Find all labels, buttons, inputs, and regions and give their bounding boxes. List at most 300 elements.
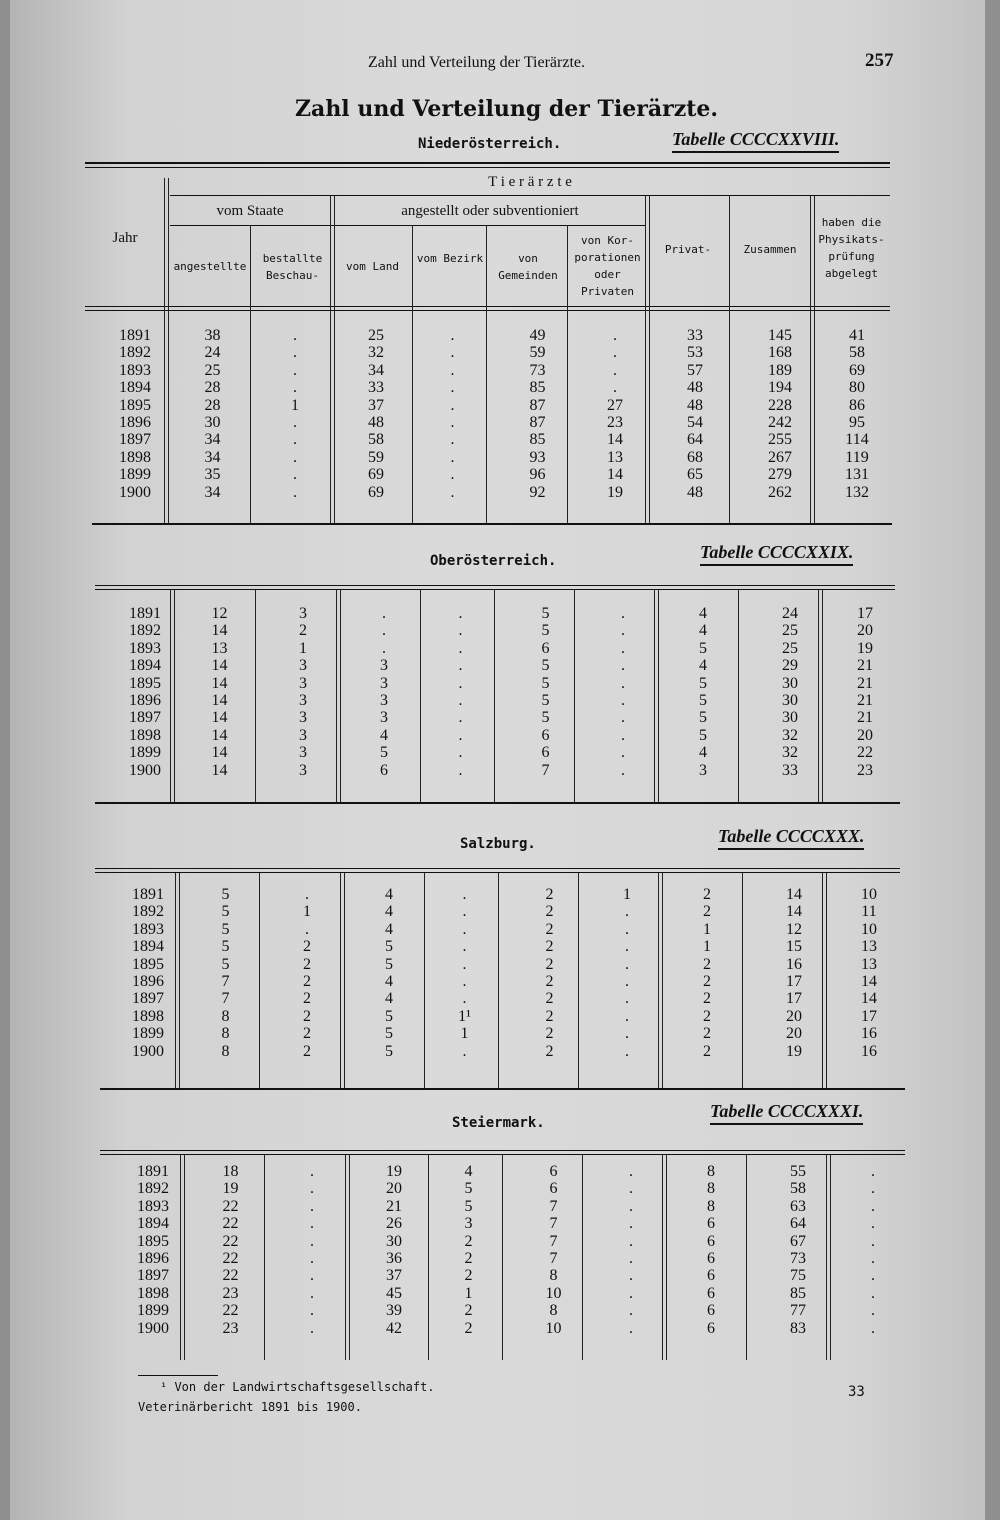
table-cell: . (462, 955, 467, 973)
table-cell: 48 (368, 413, 384, 431)
table-cell: 6 (707, 1319, 715, 1337)
table-cell: 1900 (132, 1042, 164, 1060)
table-cell: . (613, 327, 617, 344)
table-cell: . (293, 466, 297, 484)
column-vom-land (340, 327, 412, 501)
table-cell: 194 (768, 379, 792, 397)
table-cell: 4 (464, 1163, 473, 1180)
table-cell: 49 (529, 327, 546, 344)
table-cell: 3 (380, 674, 388, 692)
table-cell: 2 (545, 990, 554, 1008)
table-cell: . (293, 344, 297, 362)
table-cell: 1893 (137, 1197, 169, 1215)
table-cell: 20 (786, 1025, 802, 1043)
table-cell: 6 (380, 761, 388, 779)
table-cell: 19 (222, 1180, 239, 1198)
table-cell: 5 (541, 657, 550, 675)
col-divider (250, 225, 251, 523)
table-cell: . (625, 1025, 629, 1043)
table-cell: 3 (464, 1215, 473, 1233)
table-cell: 3 (380, 691, 388, 709)
table-cell: 23 (222, 1319, 239, 1337)
table-cell: 1892 (119, 344, 151, 362)
table-cell: 2 (703, 972, 711, 990)
table-cell: . (871, 1302, 875, 1320)
table-cell: 21 (857, 657, 873, 675)
table-cell: 15 (786, 938, 802, 956)
table-cell: 1897 (132, 990, 164, 1008)
table-cell: 19 (857, 639, 873, 657)
table-cell: . (625, 990, 629, 1008)
table-cell: 8 (221, 1042, 230, 1060)
table-cell: . (629, 1319, 633, 1337)
table-cell: 2 (545, 1025, 554, 1043)
table-cell: 255 (768, 431, 792, 449)
table-cell: 2 (703, 886, 711, 903)
table-cell: 39 (386, 1302, 402, 1320)
region-title: Oberösterreich. (430, 553, 557, 569)
table-cell: 6 (549, 1180, 558, 1198)
table-cell: 77 (790, 1302, 806, 1320)
column-vom-bezirk (436, 1163, 501, 1337)
table-cell: 1899 (137, 1302, 169, 1320)
table-cell: 2 (545, 972, 554, 990)
column-zusammen (750, 605, 830, 779)
table-cell: 55 (790, 1163, 806, 1180)
table-cell: . (458, 605, 463, 622)
table-cell: . (629, 1249, 633, 1267)
table-cell: 1 (303, 903, 311, 921)
table-cell: 2 (703, 990, 711, 1008)
table-cell: 7 (221, 990, 230, 1008)
table-cell: 2 (545, 1042, 554, 1060)
table-cell: . (625, 903, 629, 921)
table-cell: 5 (385, 1042, 393, 1060)
table-cell: 1 (703, 938, 711, 956)
table-cell: 5 (464, 1197, 473, 1215)
column-bestallte (268, 605, 338, 779)
table-label: Tabelle CCCCXXVIII. (672, 129, 839, 153)
table-cell: . (625, 972, 629, 990)
table-cell: 6 (707, 1215, 715, 1233)
rule (85, 162, 890, 164)
col-divider (498, 873, 499, 1088)
table-cell: . (625, 1042, 629, 1060)
table-cell: . (462, 1042, 467, 1060)
page-number: 257 (865, 50, 894, 71)
table-cell: . (621, 709, 625, 727)
table-cell: 85 (529, 379, 546, 397)
table-cell: . (871, 1319, 875, 1337)
table-cell: 3 (299, 674, 307, 692)
table-cell: 2 (464, 1232, 473, 1250)
table-cell: . (450, 344, 455, 362)
table-cell: 14 (211, 691, 228, 709)
table-cell: . (293, 413, 297, 431)
table-cell: 1893 (119, 361, 151, 379)
table-cell: 16 (786, 955, 802, 973)
table-cell: 1899 (132, 1025, 164, 1043)
table-cell: 1894 (137, 1215, 169, 1233)
table-cell: 22 (222, 1197, 239, 1215)
table-cell: 19 (386, 1163, 402, 1180)
table-cell: 12 (211, 605, 228, 622)
table-cell: 33 (782, 761, 798, 779)
table-cell: 2 (703, 1007, 711, 1025)
table-cell: 2 (464, 1302, 473, 1320)
table-cell: 1900 (119, 483, 151, 501)
table-cell: 22 (222, 1215, 239, 1233)
table-cell: 22 (857, 744, 873, 762)
year-column (118, 1163, 188, 1337)
table-cell: 17 (861, 1007, 877, 1025)
table-cell: 145 (768, 327, 792, 344)
table-cell: . (621, 605, 625, 622)
table-cell: 23 (222, 1284, 239, 1302)
table-cell: 2 (303, 1025, 311, 1043)
table-cell: 87 (529, 396, 546, 414)
table-cell: . (625, 1007, 629, 1025)
table-cell: . (462, 938, 467, 956)
table-cell: . (871, 1215, 875, 1233)
table-cell: 58 (368, 431, 384, 449)
table-cell: 20 (857, 622, 873, 640)
table-cell: 5 (221, 938, 230, 956)
table-cell: 1892 (137, 1180, 169, 1198)
rule (85, 306, 890, 307)
footer-left: Veterinärbericht 1891 bis 1900. (138, 1400, 362, 1414)
table-cell: 2 (545, 938, 554, 956)
table-cell: 7 (549, 1197, 558, 1215)
table-cell: 34 (204, 448, 221, 466)
table-cell: 1892 (129, 622, 161, 640)
table-cell: . (450, 379, 455, 397)
table-cell: 6 (541, 639, 550, 657)
table-cell: . (613, 379, 617, 397)
table-cell: 4 (385, 920, 393, 938)
column-physikat (834, 886, 904, 1060)
table-cell: 5 (541, 674, 550, 692)
header-physikat: haben die Physikats- prüfung abgelegt (818, 216, 885, 280)
table-cell: 3 (299, 691, 307, 709)
table-cell: 7 (549, 1215, 558, 1233)
table-cell: 29 (782, 657, 798, 675)
table-cell: . (871, 1284, 875, 1302)
table-cell: 11 (861, 903, 877, 921)
table-cell: 5 (699, 639, 707, 657)
table-cell: 14 (211, 657, 228, 675)
column-vom-land (358, 1163, 430, 1337)
table-cell: 21 (857, 709, 873, 727)
table-cell: 1896 (119, 413, 151, 431)
table-cell: 5 (380, 744, 388, 762)
table-cell: 8 (707, 1163, 715, 1180)
running-head: Zahl und Verteilung der Tierärzte. (368, 54, 585, 71)
table-cell: 2 (303, 1042, 311, 1060)
header-von-gemeinden: von Gemeinden (498, 252, 558, 282)
table-cell: 3 (299, 761, 307, 779)
table-cell: . (310, 1319, 314, 1337)
table-cell: 5 (541, 622, 550, 640)
footnote-rule (138, 1375, 218, 1376)
table-cell: 14 (211, 761, 228, 779)
table-cell: 10 (861, 886, 877, 903)
rule (95, 868, 900, 869)
table-cell: . (293, 379, 297, 397)
header-jahr: Jahr (112, 230, 138, 246)
header-bestallte: bestallte Beschau- (262, 252, 323, 282)
table-cell: 45 (386, 1284, 402, 1302)
table-cell: . (621, 639, 625, 657)
table-cell: 3 (299, 709, 307, 727)
table-cell: 59 (368, 448, 384, 466)
column-zusammen (740, 327, 820, 501)
table-cell: 10 (545, 1319, 562, 1337)
table-cell: . (310, 1180, 314, 1198)
table-cell: 33 (368, 379, 384, 397)
table-cell: . (629, 1232, 633, 1250)
table-cell: 22 (222, 1232, 239, 1250)
table-cell: 1894 (129, 657, 161, 675)
table-cell: 2 (703, 1025, 711, 1043)
rule (95, 589, 895, 590)
table-cell: 2 (703, 955, 711, 973)
table-cell: 67 (790, 1232, 806, 1250)
table-cell: 4 (699, 605, 707, 622)
column-bestallte (277, 1163, 347, 1337)
table-cell: . (382, 639, 386, 657)
signature-mark: 33 (848, 1384, 865, 1400)
table-cell: . (450, 396, 455, 414)
table-cell: 14 (786, 886, 802, 903)
table-cell: 1 (299, 639, 307, 657)
table-cell: 5 (221, 903, 230, 921)
table-cell: 6 (707, 1232, 715, 1250)
table-cell: . (450, 483, 455, 501)
table-cell: . (310, 1163, 314, 1180)
table-cell: 85 (790, 1284, 806, 1302)
table-cell: 1 (464, 1284, 473, 1302)
col-divider (738, 590, 739, 802)
table-cell: 17 (786, 972, 802, 990)
table-cell: 1896 (129, 691, 161, 709)
table-cell: 3 (299, 744, 307, 762)
column-angestellte (175, 327, 250, 501)
column-angestellte (193, 1163, 268, 1337)
table-cell: 4 (385, 972, 393, 990)
table-cell: 1894 (132, 938, 164, 956)
table-cell: 2 (464, 1249, 473, 1267)
table-cell: 13 (861, 938, 877, 956)
table-cell: 1894 (119, 379, 151, 397)
table-cell: 73 (790, 1249, 806, 1267)
col-divider (486, 225, 487, 523)
table-cell: 22 (222, 1267, 239, 1285)
table-cell: 65 (687, 466, 703, 484)
table-cell: . (621, 761, 625, 779)
table-cell: 8 (221, 1025, 230, 1043)
table-cell: . (871, 1180, 875, 1198)
table-cell: 2 (545, 903, 554, 921)
table-cell: 21 (386, 1197, 402, 1215)
col-divider (420, 590, 421, 802)
table-cell: . (382, 605, 386, 622)
table-cell: 64 (687, 431, 703, 449)
table-cell: 34 (204, 431, 221, 449)
table-cell: 1898 (119, 448, 151, 466)
table-cell: 1900 (129, 761, 161, 779)
table-cell: . (293, 431, 297, 449)
table-cell: 35 (204, 466, 221, 484)
table-cell: 1893 (132, 920, 164, 938)
table-cell: 7 (549, 1232, 558, 1250)
table-cell: 132 (845, 483, 869, 501)
table-cell: 17 (786, 990, 802, 1008)
table-cell: 24 (204, 344, 221, 362)
table-cell: 42 (386, 1319, 402, 1337)
col-divider (746, 1155, 747, 1360)
table-cell: . (613, 361, 617, 379)
header-privat: Privat- (664, 243, 712, 256)
table-cell: . (310, 1197, 314, 1215)
table-cell: 16 (861, 1025, 877, 1043)
table-cell: 1891 (137, 1163, 169, 1180)
table-cell: 1891 (119, 327, 151, 344)
table-cell: 5 (221, 920, 230, 938)
table-cell: 14 (861, 972, 877, 990)
rule (85, 310, 890, 311)
year-column (110, 605, 180, 779)
table-cell: 25 (782, 639, 798, 657)
table-cell: 13 (211, 639, 228, 657)
table-cell: 5 (541, 709, 550, 727)
table-cell: 2 (299, 622, 307, 640)
table-cell: 1895 (129, 674, 161, 692)
table-cell: . (458, 726, 463, 744)
table-cell: . (613, 344, 617, 362)
table-cell: 23 (607, 413, 623, 431)
table-cell: . (310, 1215, 314, 1233)
table-cell: 1895 (132, 955, 164, 973)
table-cell: 1897 (137, 1267, 169, 1285)
table-cell: 20 (857, 726, 873, 744)
rule (170, 195, 890, 196)
table-cell: 189 (768, 361, 792, 379)
table-cell: 64 (790, 1215, 806, 1233)
rule (100, 1150, 905, 1151)
col-divider (494, 590, 495, 802)
column-privat (668, 605, 738, 779)
table-cell: 8 (549, 1302, 558, 1320)
column-vom-bezirk (432, 886, 497, 1060)
column-von-gemeinden (500, 327, 575, 501)
table-cell: 30 (386, 1232, 402, 1250)
table-cell: . (629, 1215, 633, 1233)
table-cell: 5 (699, 691, 707, 709)
table-cell: 4 (385, 990, 393, 1008)
table-cell: 27 (607, 396, 623, 414)
table-cell: 69 (368, 483, 384, 501)
table-cell: 14 (607, 431, 623, 449)
region-title: Niederösterreich. (418, 136, 562, 152)
table-cell: 3 (299, 726, 307, 744)
table-cell: 279 (768, 466, 792, 484)
table-cell: 5 (385, 1007, 393, 1025)
table-cell: 5 (385, 938, 393, 956)
table-cell: 57 (687, 361, 703, 379)
column-vom-bezirk (428, 605, 493, 779)
table-cell: 2 (703, 1042, 711, 1060)
table-cell: 1 (703, 920, 711, 938)
table-cell: 68 (687, 448, 703, 466)
table-cell: 25 (782, 622, 798, 640)
table-cell: . (293, 327, 297, 344)
table-cell: 54 (687, 413, 703, 431)
table-cell: . (310, 1284, 314, 1302)
table-cell: . (625, 920, 629, 938)
table-cell: 2 (303, 990, 311, 1008)
table-cell: 16 (861, 1042, 877, 1060)
table-cell: 92 (529, 483, 546, 501)
table-cell: . (458, 674, 463, 692)
table-cell: 5 (699, 674, 707, 692)
table-cell: 14 (861, 990, 877, 1008)
table-cell: 2 (703, 903, 711, 921)
table-cell: 80 (849, 379, 865, 397)
table-cell: 28 (204, 396, 221, 414)
header-vom-bezirk: vom Bezirk (416, 252, 484, 265)
table-cell: . (462, 920, 467, 938)
table-cell: 22 (222, 1249, 239, 1267)
rule (95, 802, 900, 804)
table-cell: 48 (687, 483, 703, 501)
table-cell: 4 (380, 726, 388, 744)
table-cell: 32 (368, 344, 384, 362)
table-cell: 58 (849, 344, 865, 362)
table-cell: 32 (782, 744, 798, 762)
table-cell: 14 (786, 903, 802, 921)
table-cell: 83 (790, 1319, 806, 1337)
table-cell: . (629, 1180, 633, 1198)
rule (92, 523, 892, 525)
table-cell: 7 (221, 972, 230, 990)
table-cell: . (450, 327, 455, 344)
table-cell: 4 (385, 886, 393, 903)
table-cell: 6 (707, 1267, 715, 1285)
table-cell: 5 (221, 955, 230, 973)
column-von-gemeinden (512, 886, 587, 1060)
table-cell: . (450, 466, 455, 484)
table-cell: 5 (541, 691, 550, 709)
column-physikat (830, 605, 900, 779)
table-cell: 25 (204, 361, 221, 379)
table-cell: 21 (857, 674, 873, 692)
table-cell: 38 (204, 327, 221, 344)
table-cell: 14 (211, 726, 228, 744)
table-cell: 23 (857, 761, 873, 779)
table-cell: 1 (291, 396, 299, 414)
table-cell: . (462, 886, 467, 903)
column-physikat (822, 327, 892, 501)
table-cell: 32 (782, 726, 798, 744)
column-vom-land (353, 886, 425, 1060)
rule (95, 585, 895, 586)
table-cell: 1897 (129, 709, 161, 727)
table-cell: 73 (529, 361, 546, 379)
table-cell: 1899 (129, 744, 161, 762)
table-cell: . (621, 726, 625, 744)
table-cell: . (450, 361, 455, 379)
